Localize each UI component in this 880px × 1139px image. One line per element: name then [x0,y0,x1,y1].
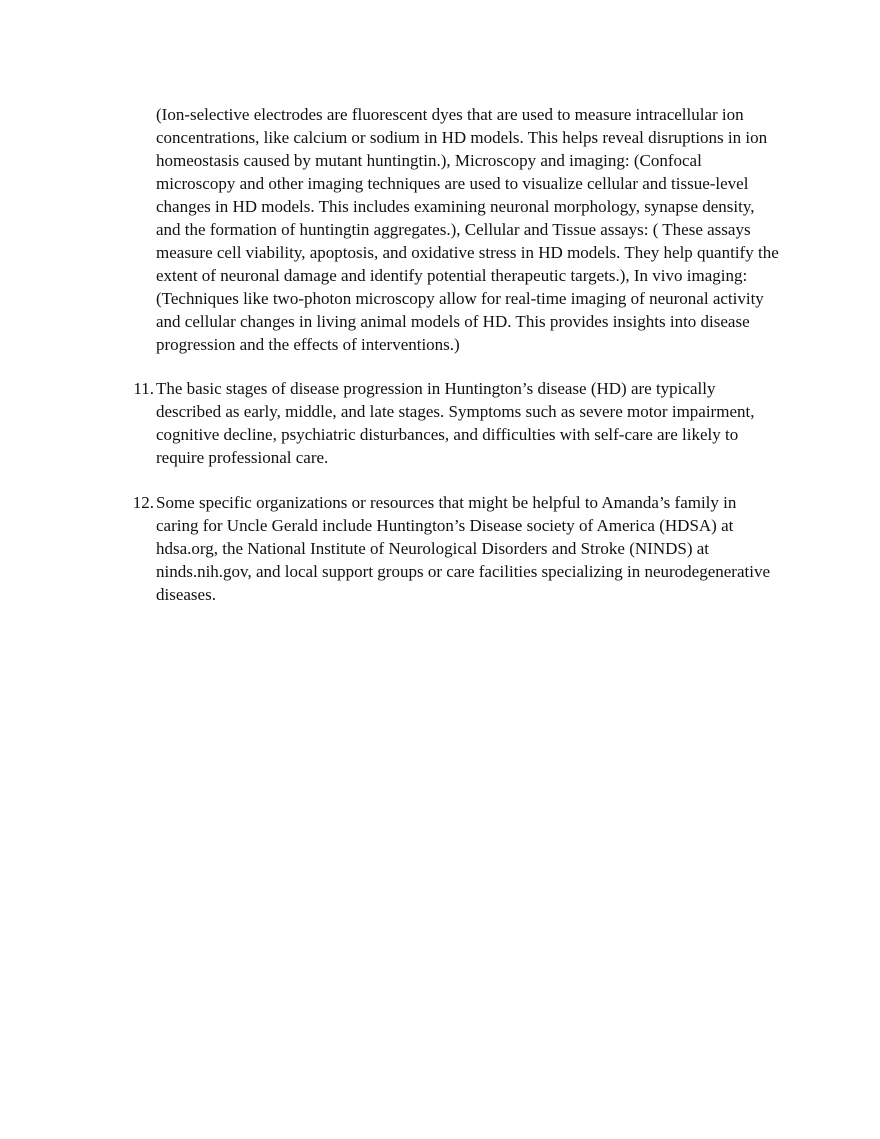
list-item [120,377,782,469]
list-item-number: 11. [133,379,154,398]
list-item [120,491,782,606]
list-item-text: The basic stages of disease progression in Huntington’s disease (HD) are typically described as early, middle, and late stages. Symptoms such as severe motor impairment, cognitive decline, psychiatric disturbances, and difficulties with self-care are likely to require professional care. [156,379,755,467]
list-item-number: 12. [132,493,154,512]
continuation-paragraph: (Ion-selective electrodes are fluorescent dyes that are used to measure intracellular ion concentrations, like calcium or sodium in HD models. This helps reveal disruptions in ion homeostasis caused by mutant huntingtin.), Microscopy and imaging: (Confocal microscopy and other imaging techniques are used to visualize cellular and tissue-level changes in HD models. This includes examining neuronal morphology, synapse density, and the formation of huntingtin aggregates.), Cellular and Tissue assays: ( These assays measure cell viability, apoptosis, and oxidative stress in HD models. They help quantify the extent of neuronal damage and identify potential therapeutic targets.), In vivo imaging: (Techniques like two-photon microscopy allow for real-time imaging of neuronal activity and cellular changes in living animal models of HD. This provides insights into disease progression and the effects of interventions.) [156,105,779,354]
list-item-text: Some specific organizations or resources that might be helpful to Amanda’s family in caring for Uncle Gerald include Huntington’s Disease society of America (HDSA) at hdsa.org, the National Institute of Neurological Disorders and Stroke (NINDS) at ninds.nih.gov, and local support groups or care facilities specializing in neurodegenerative diseases. [156,493,771,604]
